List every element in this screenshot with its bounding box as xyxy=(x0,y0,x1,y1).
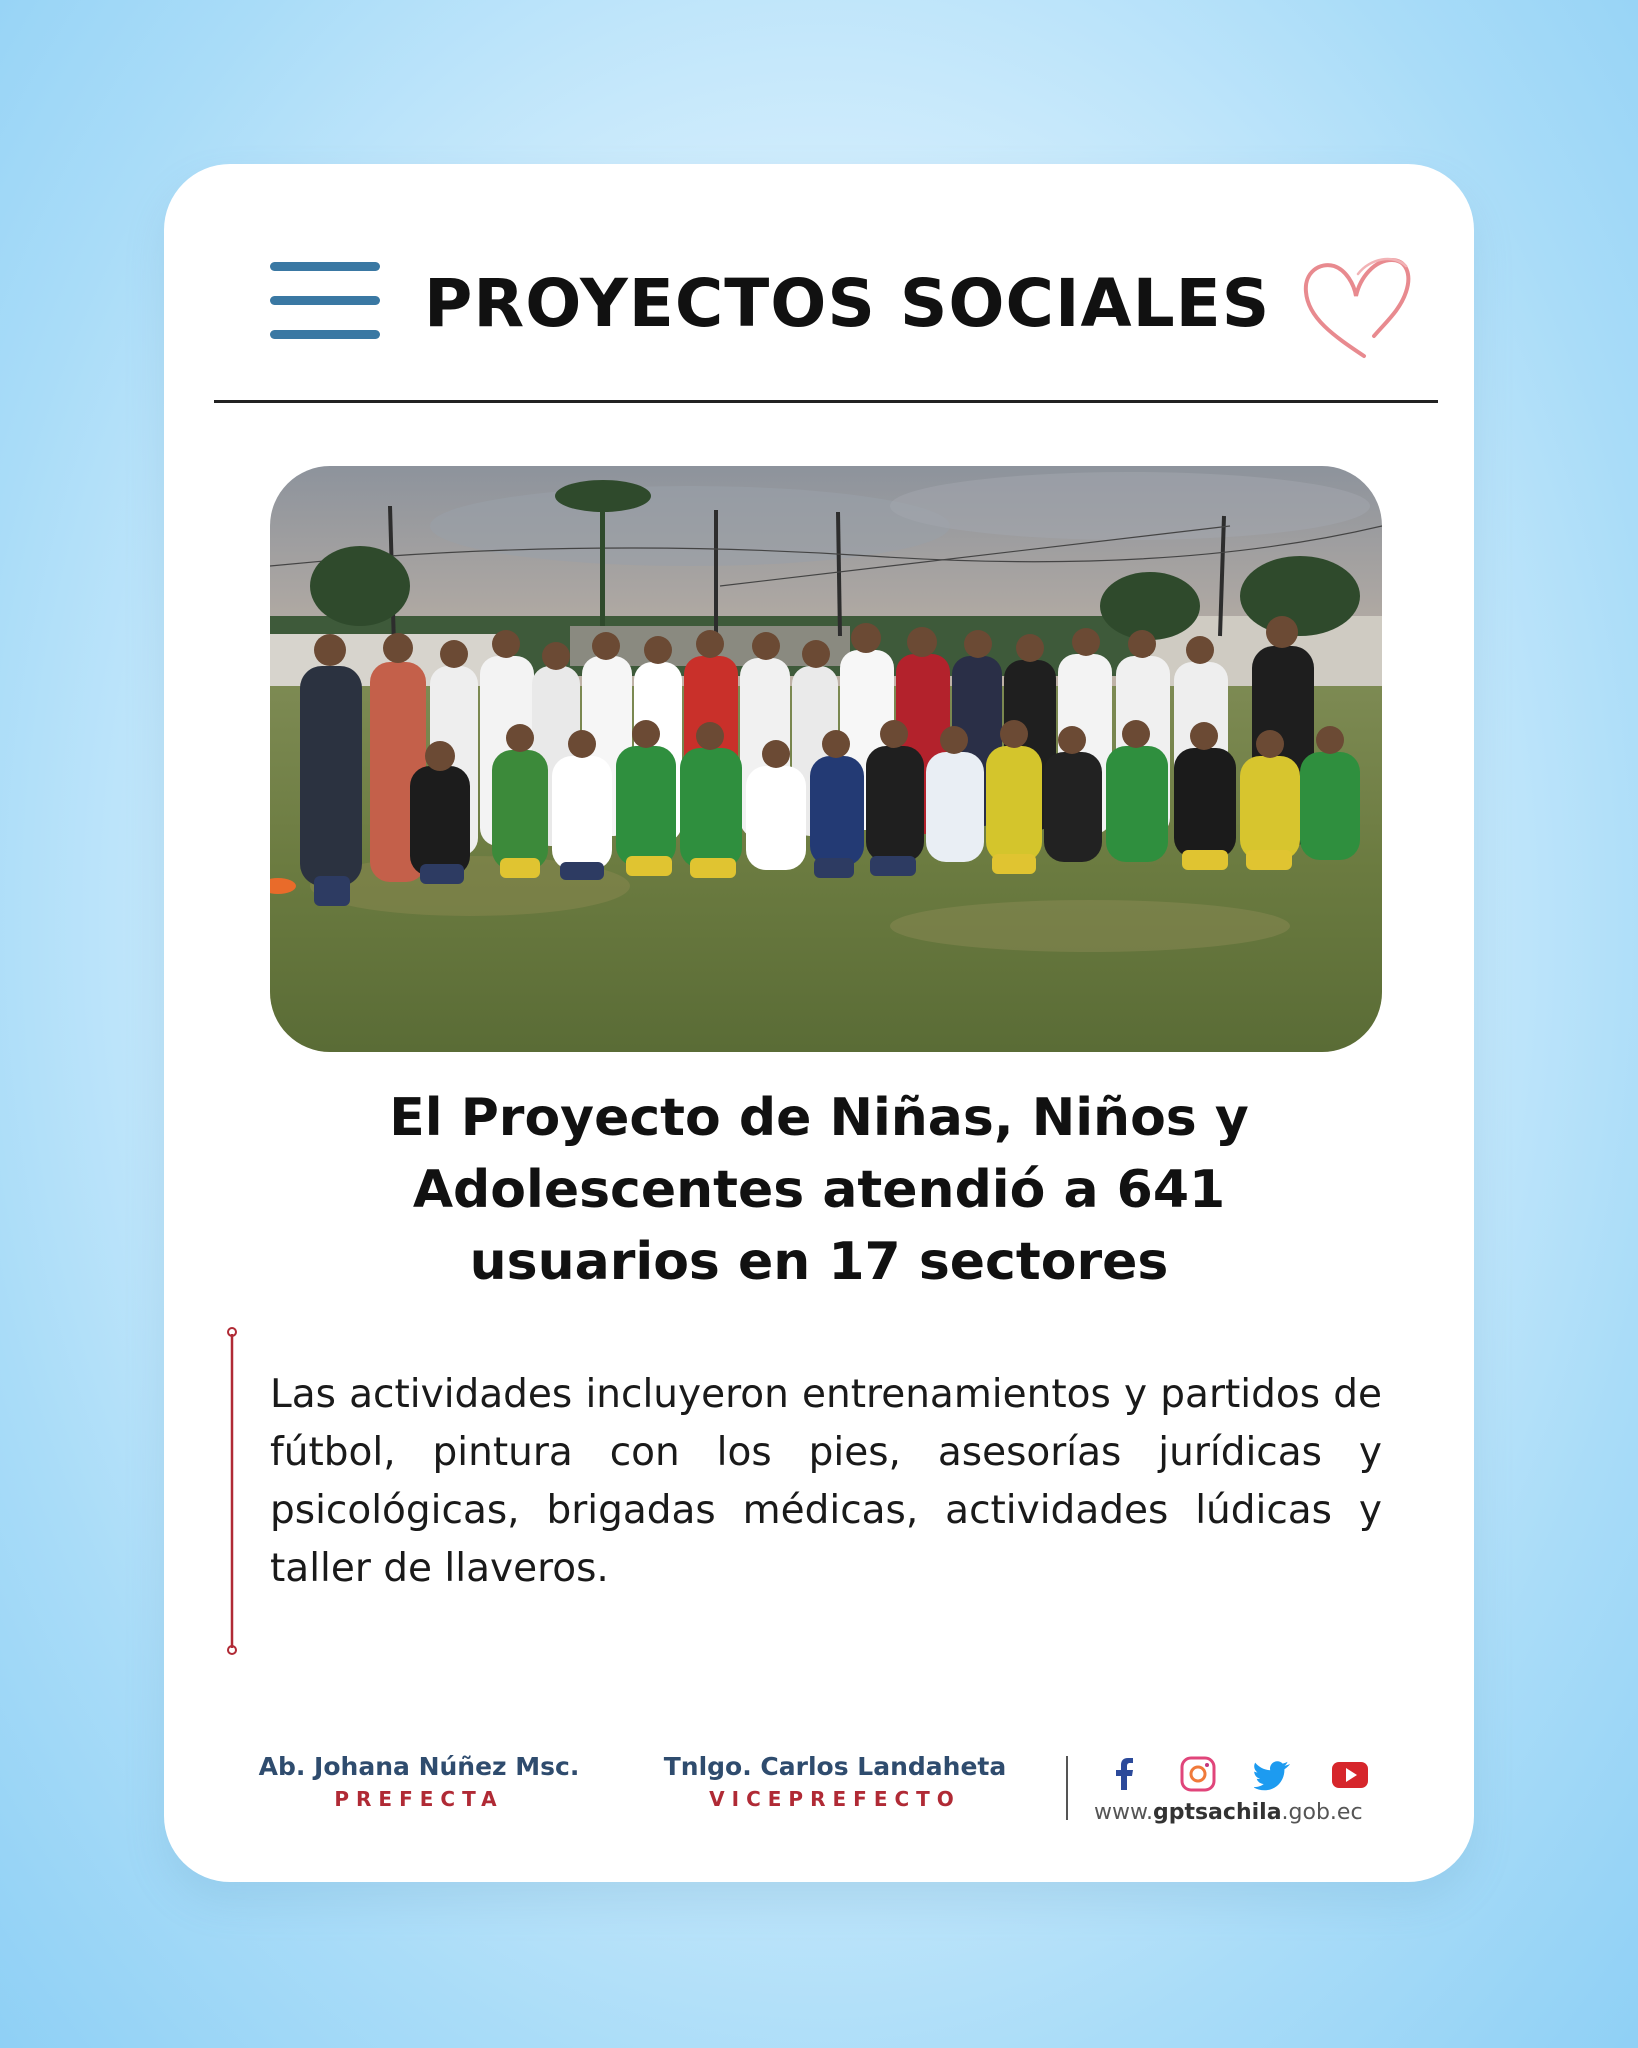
signatory-role: VICEPREFECTO xyxy=(709,1787,961,1811)
facebook-icon[interactable] xyxy=(1104,1754,1144,1794)
footer-separator xyxy=(1066,1756,1068,1820)
menu-bar-top xyxy=(270,262,380,271)
headline-line-1: El Proyecto de Niñas, Niños y xyxy=(389,1088,1249,1148)
signatory-name: Ab. Johana Núñez Msc. xyxy=(258,1752,580,1781)
menu-bar-bottom xyxy=(270,330,380,339)
signatory-name: Tnlgo. Carlos Landaheta xyxy=(663,1752,1007,1781)
group-photo-icon xyxy=(270,466,1382,1052)
website-prefix: www. xyxy=(1094,1800,1153,1825)
signatory-role: PREFECTA xyxy=(334,1787,504,1811)
signatory-prefecta xyxy=(254,1752,584,1811)
instagram-icon[interactable] xyxy=(1178,1754,1218,1794)
headline-line-3: usuarios en 17 sectores xyxy=(469,1232,1169,1292)
accent-line xyxy=(224,1326,240,1656)
twitter-icon[interactable] xyxy=(1254,1754,1294,1794)
group-photo xyxy=(270,466,1382,1052)
website-domain: gptsachila xyxy=(1152,1800,1282,1825)
header-title: PROYECTOS SOCIALES xyxy=(424,265,1271,342)
headline xyxy=(244,1082,1394,1298)
social-links xyxy=(1104,1754,1384,1794)
website-link[interactable] xyxy=(1094,1800,1394,1825)
website-suffix: .gob.ec xyxy=(1281,1800,1363,1825)
headline-line-2: Adolescentes atendió a 641 xyxy=(412,1160,1226,1220)
body-paragraph: Las actividades incluyeron entrenamientos y partidos de fútbol, pintura con los pies, asesorías jurídicas y psicológicas, brigadas médicas, actividades lúdicas y taller de llaveros. xyxy=(270,1372,1382,1591)
signatory-viceprefecto xyxy=(660,1752,1010,1811)
menu-bar-middle xyxy=(270,296,380,305)
heart-icon xyxy=(1294,244,1414,364)
header-divider xyxy=(214,400,1438,403)
menu-icon[interactable] xyxy=(270,262,380,340)
post-card xyxy=(164,164,1474,1882)
youtube-icon[interactable] xyxy=(1330,1754,1370,1794)
